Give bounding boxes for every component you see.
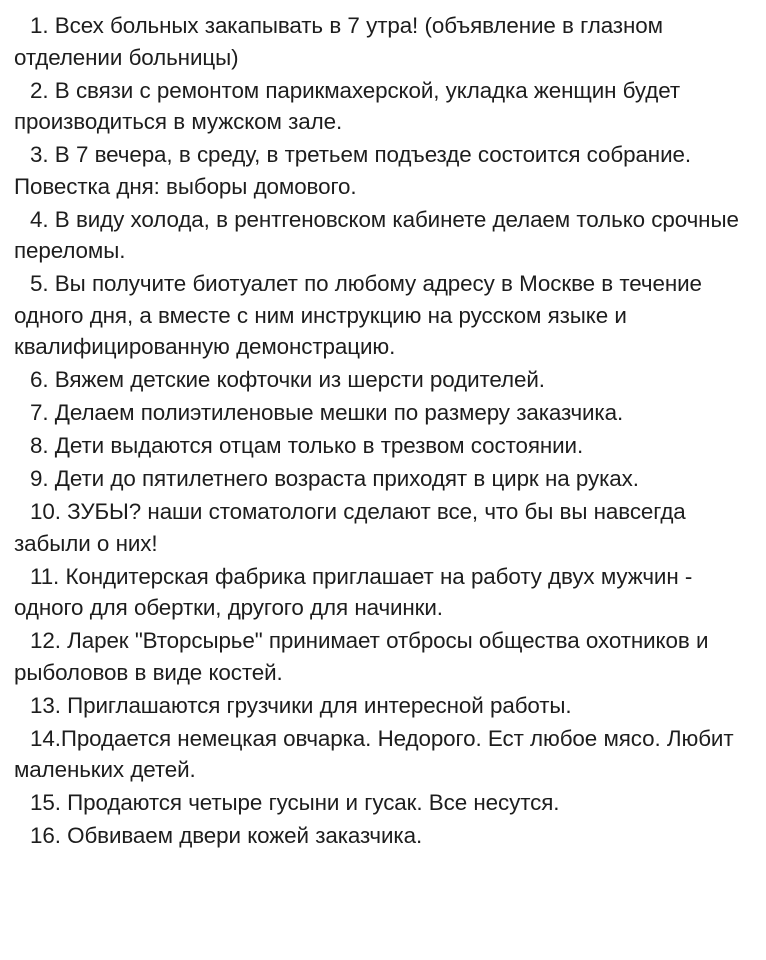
list-item: 9. Дети до пятилетнего возраста приходят в цирк на руках. <box>30 466 639 491</box>
list-item: 16. Обвиваем двери кожей заказчика. <box>30 823 423 848</box>
list-item: 11. Кондитерская фабрика приглашает на работу двух мужчин - одного для обертки, другого для начинки. <box>14 563 693 620</box>
list-item: 6. Вяжем детские кофточки из шерсти родителей. <box>30 367 545 392</box>
list-item: 13. Приглашаются грузчики для интересной работы. <box>30 692 572 718</box>
list-item: 2. В связи с ремонтом парикмахерской, укладка женщин будет производиться в мужском зале. <box>14 77 680 134</box>
list-item: 15. Продаются четыре гусыни и гусак. Все несутся. <box>30 790 560 815</box>
list-item: 5. Вы получите биотуалет по любому адресу в Москве в течение одного дня, а вместе с ним инструкцию на русском языке и квалифицированную демонстрацию. <box>14 271 702 359</box>
list-item: 7. Делаем полиэтиленовые мешки по размеру заказчика. <box>30 400 624 425</box>
list-item: 3. В 7 вечера, в среду, в третьем подъезде состоится собрание. Повестка дня: выборы домового. <box>14 142 691 199</box>
list-item: 14.Продается немецкая овчарка. Недорого. Ест любое мясо. Любит маленьких детей. <box>14 725 734 782</box>
list-item: 8. Дети выдаются отцам только в трезвом состоянии. <box>30 433 584 458</box>
list-item: 10. ЗУБЫ? наши стоматологи сделают все, что бы вы навсегда забыли о них! <box>14 499 686 556</box>
list-item: 12. Ларек "Вторсырье" принимает отбросы общества охотников и рыболовов в виде костей. <box>14 628 709 685</box>
list-item: 4. В виду холода, в рентгеновском кабинете делаем только срочные переломы. <box>14 206 739 263</box>
list-item: 1. Всех больных закапывать в 7 утра! (объявление в глазном отделении больницы) <box>14 13 663 70</box>
